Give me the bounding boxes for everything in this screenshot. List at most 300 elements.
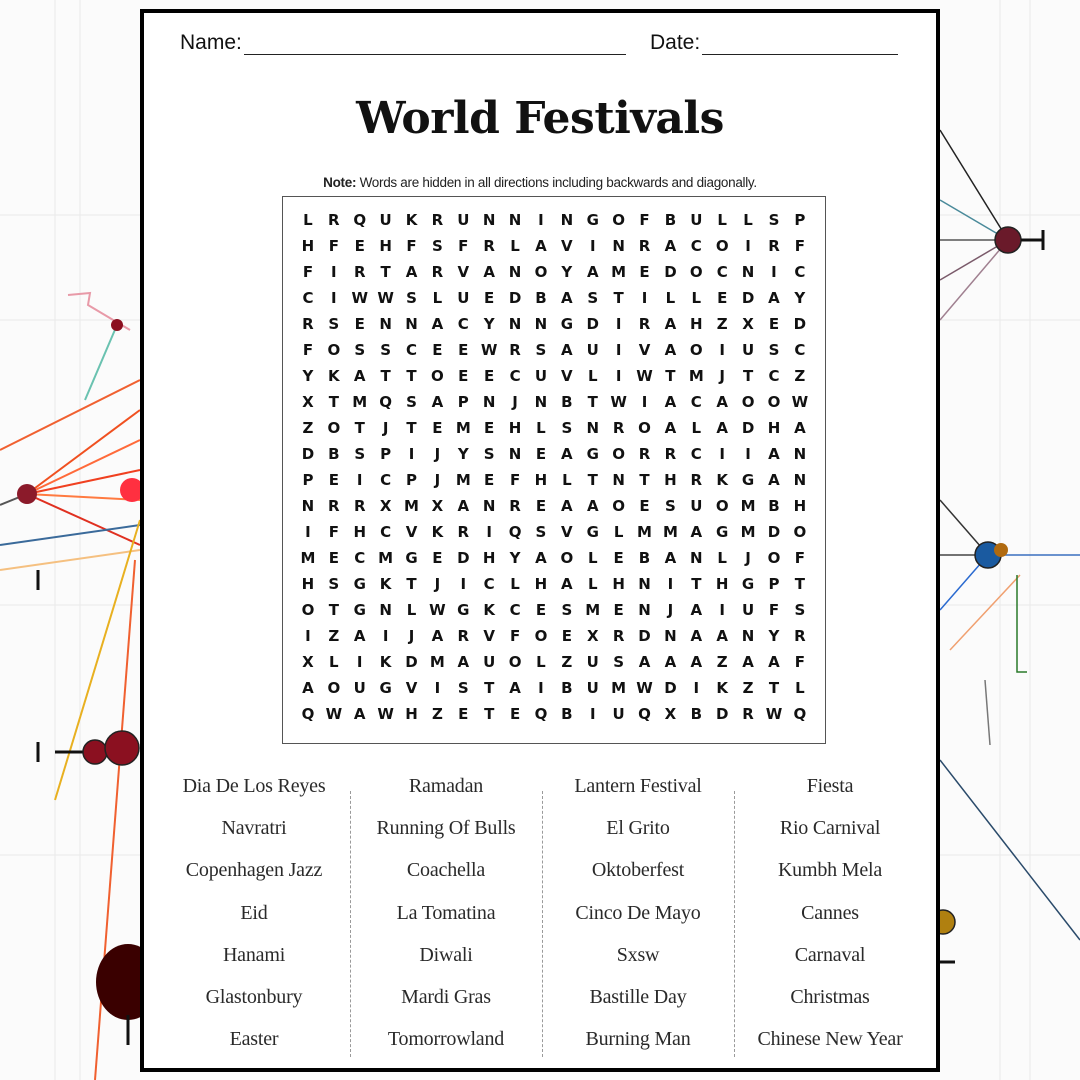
grid-letter[interactable]: W [636,367,653,385]
grid-letter[interactable]: J [512,393,518,411]
grid-letter[interactable]: L [743,211,753,229]
grid-letter[interactable]: H [301,237,315,255]
grid-letter[interactable]: C [380,523,392,541]
grid-letter[interactable]: I [719,445,725,463]
grid-letter[interactable]: F [302,341,314,359]
grid-letter[interactable]: O [793,523,807,541]
grid-letter[interactable]: Z [794,367,806,385]
grid-letter[interactable]: N [638,575,651,593]
grid-letter[interactable]: Q [508,523,522,541]
grid-letter[interactable]: N [379,601,392,619]
grid-letter[interactable]: F [406,237,417,255]
grid-letter[interactable]: S [794,601,806,619]
grid-letter[interactable]: E [613,601,624,619]
grid-letter[interactable]: O [612,211,626,229]
grid-letter[interactable]: S [354,445,366,463]
grid-letter[interactable]: U [457,211,470,229]
grid-letter[interactable]: H [301,575,315,593]
grid-letter[interactable]: R [328,497,340,515]
grid-letter[interactable]: O [689,263,703,281]
grid-letter[interactable]: T [587,393,598,411]
grid-letter[interactable]: V [561,523,573,541]
grid-letter[interactable]: N [534,315,548,333]
grid-letter[interactable]: E [354,315,365,333]
grid-letter[interactable]: W [351,289,368,307]
grid-letter[interactable]: S [587,289,599,307]
grid-letter[interactable]: N [612,471,625,489]
grid-letter[interactable]: A [716,627,728,645]
grid-letter[interactable]: B [535,289,547,307]
grid-letter[interactable]: B [664,211,677,229]
grid-letter[interactable]: L [406,601,417,619]
grid-letter[interactable]: S [406,289,417,307]
grid-letter[interactable]: A [405,263,418,281]
grid-letter[interactable]: I [434,679,441,697]
grid-letter[interactable]: L [587,575,598,593]
grid-letter[interactable]: K [716,471,728,489]
grid-letter[interactable]: T [613,289,624,307]
grid-letter[interactable]: R [353,263,366,281]
grid-letter[interactable]: W [636,679,653,697]
grid-letter[interactable]: F [794,653,805,671]
grid-letter[interactable]: T [794,575,805,593]
grid-letter[interactable]: S [380,341,392,359]
grid-letter[interactable]: M [455,471,471,489]
grid-letter[interactable]: R [457,627,470,645]
grid-letter[interactable]: I [745,445,751,463]
grid-letter[interactable]: N [534,393,548,411]
grid-letter[interactable]: M [404,497,419,515]
grid-letter[interactable]: A [664,393,677,411]
grid-letter[interactable]: I [667,575,674,593]
grid-letter[interactable]: A [509,679,521,697]
grid-letter[interactable]: K [328,367,340,385]
grid-letter[interactable]: J [434,471,441,489]
grid-letter[interactable]: L [613,523,624,541]
grid-letter[interactable]: C [380,471,392,489]
grid-letter[interactable]: R [302,315,314,333]
grid-letter[interactable]: F [768,601,780,619]
grid-letter[interactable]: O [715,237,729,255]
grid-letter[interactable]: R [457,523,470,541]
date-blank-line[interactable] [702,33,898,55]
grid-letter[interactable]: I [719,341,725,359]
grid-letter[interactable]: E [535,497,547,515]
grid-letter[interactable]: H [664,471,677,489]
grid-letter[interactable]: I [615,341,622,359]
grid-letter[interactable]: B [768,497,780,515]
grid-letter[interactable]: E [354,237,365,255]
grid-letter[interactable]: A [431,627,444,645]
grid-letter[interactable]: O [327,679,341,697]
grid-letter[interactable]: C [509,367,521,385]
grid-letter[interactable]: L [691,419,702,437]
grid-letter[interactable]: C [690,237,702,255]
grid-letter[interactable]: E [639,497,650,515]
grid-letter[interactable]: N [405,315,418,333]
grid-letter[interactable]: F [509,627,521,645]
grid-letter[interactable]: O [767,393,781,411]
grid-letter[interactable]: R [612,627,625,645]
grid-letter[interactable]: E [458,705,469,723]
grid-letter[interactable]: N [741,263,755,281]
grid-letter[interactable]: W [791,393,809,411]
grid-letter[interactable]: A [535,549,547,567]
grid-letter[interactable]: L [536,653,546,671]
grid-letter[interactable]: C [794,263,806,281]
grid-letter[interactable]: U [690,211,703,229]
grid-letter[interactable]: X [664,705,677,723]
grid-letter[interactable]: C [406,341,418,359]
grid-letter[interactable]: M [611,679,627,697]
grid-letter[interactable]: I [641,289,648,307]
grid-letter[interactable]: Q [379,393,392,411]
grid-letter[interactable]: G [586,445,599,463]
grid-letter[interactable]: V [405,679,418,697]
grid-letter[interactable]: M [637,523,652,541]
grid-letter[interactable]: E [639,263,650,281]
grid-letter[interactable]: O [431,367,444,385]
grid-letter[interactable]: M [740,497,756,515]
grid-letter[interactable]: N [482,393,496,411]
grid-letter[interactable]: S [535,523,547,541]
grid-letter[interactable]: O [534,263,548,281]
grid-letter[interactable]: A [431,393,444,411]
grid-letter[interactable]: A [561,575,573,593]
grid-letter[interactable]: X [431,497,444,515]
grid-letter[interactable]: H [612,575,625,593]
grid-letter[interactable]: E [484,367,495,385]
grid-letter[interactable]: M [300,549,316,567]
grid-letter[interactable]: A [768,289,780,307]
grid-letter[interactable]: Z [302,419,314,437]
grid-letter[interactable]: O [534,627,548,645]
grid-letter[interactable]: A [690,627,703,645]
grid-letter[interactable]: Z [716,653,728,671]
grid-letter[interactable]: G [457,601,470,619]
grid-letter[interactable]: V [405,523,418,541]
grid-letter[interactable]: H [690,315,703,333]
grid-letter[interactable]: O [689,341,703,359]
grid-letter[interactable]: R [638,315,651,333]
grid-letter[interactable]: Y [509,549,521,567]
grid-letter[interactable]: F [794,549,805,567]
grid-letter[interactable]: A [716,419,728,437]
grid-letter[interactable]: D [664,679,677,697]
grid-letter[interactable]: D [405,653,418,671]
grid-letter[interactable]: I [771,263,777,281]
grid-letter[interactable]: M [688,367,704,385]
grid-letter[interactable]: U [586,341,599,359]
grid-letter[interactable]: I [538,679,544,697]
grid-letter[interactable]: N [508,263,522,281]
grid-letter[interactable]: T [380,367,391,385]
grid-letter[interactable]: L [665,289,676,307]
grid-letter[interactable]: X [302,393,314,411]
grid-letter[interactable]: H [715,575,729,593]
grid-letter[interactable]: E [509,705,521,723]
grid-letter[interactable]: J [434,445,441,463]
grid-letter[interactable]: J [408,627,415,645]
grid-letter[interactable]: S [535,341,547,359]
grid-letter[interactable]: U [534,367,548,385]
grid-letter[interactable]: Q [301,705,315,723]
grid-letter[interactable]: A [664,653,677,671]
grid-letter[interactable]: R [328,211,340,229]
grid-letter[interactable]: O [327,341,341,359]
grid-letter[interactable]: R [768,237,780,255]
grid-letter[interactable]: F [509,471,521,489]
grid-letter[interactable]: C [483,575,495,593]
grid-letter[interactable]: Q [638,705,651,723]
grid-letter[interactable]: U [353,679,366,697]
grid-letter[interactable]: N [690,549,703,567]
grid-letter[interactable]: N [741,627,755,645]
grid-letter[interactable]: A [690,523,703,541]
grid-letter[interactable]: J [382,419,389,437]
grid-letter[interactable]: D [715,705,729,723]
grid-letter[interactable]: T [406,419,417,437]
grid-letter[interactable]: E [432,341,443,359]
name-field[interactable] [180,31,626,55]
grid-letter[interactable]: G [379,679,392,697]
grid-letter[interactable]: A [742,653,754,671]
grid-letter[interactable]: R [431,263,444,281]
grid-letter[interactable]: F [458,237,469,255]
grid-letter[interactable]: L [510,575,520,593]
grid-letter[interactable]: P [380,445,392,463]
grid-letter[interactable]: N [560,211,574,229]
grid-letter[interactable]: E [535,601,547,619]
grid-letter[interactable]: Z [742,679,754,697]
grid-letter[interactable]: S [406,393,417,411]
grid-letter[interactable]: F [328,523,339,541]
grid-letter[interactable]: U [741,341,755,359]
grid-letter[interactable]: B [561,393,573,411]
grid-letter[interactable]: S [768,341,780,359]
grid-letter[interactable]: G [405,549,418,567]
grid-letter[interactable]: D [793,315,807,333]
grid-letter[interactable]: L [795,679,805,697]
grid-letter[interactable]: K [379,653,392,671]
grid-letter[interactable]: Q [534,705,548,723]
grid-letter[interactable]: O [715,497,729,515]
grid-letter[interactable]: E [484,419,495,437]
grid-letter[interactable]: E [458,367,469,385]
grid-letter[interactable]: M [429,653,445,671]
grid-letter[interactable]: L [432,289,443,307]
grid-letter[interactable]: I [615,367,622,385]
grid-letter[interactable]: B [328,445,340,463]
grid-letter[interactable]: O [508,653,522,671]
grid-letter[interactable]: Y [457,445,469,463]
grid-letter[interactable]: S [483,445,495,463]
grid-letter[interactable]: D [767,523,781,541]
grid-letter[interactable]: C [509,601,521,619]
grid-letter[interactable]: M [585,601,601,619]
grid-letter[interactable]: T [665,367,676,385]
grid-letter[interactable]: A [768,445,780,463]
grid-letter[interactable]: G [741,575,755,593]
grid-letter[interactable]: A [638,653,651,671]
grid-letter[interactable]: O [741,393,755,411]
grid-letter[interactable]: A [561,341,573,359]
grid-letter[interactable]: N [508,315,522,333]
grid-letter[interactable]: I [538,211,544,229]
grid-letter[interactable]: U [483,653,496,671]
grid-letter[interactable]: D [457,549,470,567]
grid-letter[interactable]: N [301,497,315,515]
grid-letter[interactable]: R [431,211,444,229]
grid-letter[interactable]: L [717,211,727,229]
grid-letter[interactable]: A [353,627,366,645]
grid-letter[interactable]: M [611,263,627,281]
grid-letter[interactable]: A [457,653,470,671]
grid-letter[interactable]: R [483,237,495,255]
grid-letter[interactable]: K [379,575,392,593]
grid-letter[interactable]: I [745,237,751,255]
grid-letter[interactable]: N [638,601,651,619]
grid-letter[interactable]: T [484,705,495,723]
grid-letter[interactable]: A [690,653,703,671]
grid-letter[interactable]: R [509,497,521,515]
grid-letter[interactable]: B [561,705,573,723]
grid-letter[interactable]: T [328,601,339,619]
grid-letter[interactable]: A [561,497,573,515]
grid-letter[interactable]: I [615,315,622,333]
grid-letter[interactable]: L [587,549,598,567]
grid-letter[interactable]: T [354,419,365,437]
grid-letter[interactable]: N [482,497,496,515]
grid-letter[interactable]: R [794,627,806,645]
grid-letter[interactable]: V [483,627,495,645]
grid-letter[interactable]: H [379,237,392,255]
grid-letter[interactable]: V [561,237,573,255]
grid-letter[interactable]: R [742,705,754,723]
grid-letter[interactable]: U [379,211,392,229]
grid-letter[interactable]: F [328,237,339,255]
grid-letter[interactable]: P [406,471,417,489]
grid-letter[interactable]: L [562,471,572,489]
grid-letter[interactable]: I [382,627,389,645]
grid-letter[interactable]: Q [793,705,807,723]
grid-letter[interactable]: C [768,367,780,385]
grid-letter[interactable]: E [535,445,547,463]
grid-letter[interactable]: G [741,471,755,489]
grid-letter[interactable]: I [305,523,311,541]
grid-letter[interactable]: I [408,445,415,463]
grid-letter[interactable]: B [638,549,651,567]
grid-letter[interactable]: I [693,679,700,697]
grid-letter[interactable]: A [483,263,495,281]
grid-letter[interactable]: F [302,263,314,281]
grid-letter[interactable]: H [353,523,366,541]
grid-letter[interactable]: I [719,601,725,619]
grid-letter[interactable]: M [455,419,471,437]
grid-letter[interactable]: H [405,705,418,723]
grid-letter[interactable]: G [353,601,366,619]
grid-letter[interactable]: D [741,419,755,437]
grid-letter[interactable]: S [328,575,340,593]
grid-letter[interactable]: T [742,367,754,385]
grid-letter[interactable]: A [794,419,806,437]
grid-letter[interactable]: C [690,393,702,411]
grid-letter[interactable]: A [353,705,366,723]
grid-letter[interactable]: I [460,575,467,593]
grid-letter[interactable]: R [664,445,677,463]
grid-letter[interactable]: E [768,315,780,333]
grid-letter[interactable]: R [690,471,703,489]
grid-letter[interactable]: G [353,575,366,593]
grid-letter[interactable]: O [612,445,626,463]
grid-letter[interactable]: V [561,367,573,385]
grid-letter[interactable]: R [509,341,521,359]
grid-letter[interactable]: U [457,289,470,307]
grid-letter[interactable]: A [664,237,677,255]
grid-letter[interactable]: A [664,419,677,437]
grid-letter[interactable]: E [328,549,339,567]
grid-letter[interactable]: P [302,471,314,489]
grid-letter[interactable]: N [793,445,807,463]
grid-letter[interactable]: P [794,211,806,229]
grid-letter[interactable]: U [690,497,703,515]
grid-letter[interactable]: K [431,523,444,541]
grid-letter[interactable]: I [486,523,492,541]
grid-letter[interactable]: X [586,627,599,645]
grid-letter[interactable]: E [432,549,443,567]
grid-letter[interactable]: J [719,367,725,385]
grid-letter[interactable]: L [717,549,727,567]
grid-letter[interactable]: I [331,263,337,281]
grid-letter[interactable]: K [483,601,495,619]
grid-letter[interactable]: X [302,653,314,671]
grid-letter[interactable]: Y [794,289,806,307]
grid-letter[interactable]: U [612,705,625,723]
grid-letter[interactable]: J [667,601,674,619]
grid-letter[interactable]: V [638,341,651,359]
grid-letter[interactable]: T [406,575,417,593]
grid-letter[interactable]: N [793,471,807,489]
grid-letter[interactable]: R [638,445,651,463]
grid-letter[interactable]: X [742,315,754,333]
grid-letter[interactable]: G [716,523,729,541]
grid-letter[interactable]: W [377,289,394,307]
grid-letter[interactable]: S [561,601,573,619]
grid-letter[interactable]: R [353,497,366,515]
grid-letter[interactable]: U [741,601,755,619]
grid-letter[interactable]: T [691,575,702,593]
grid-letter[interactable]: H [793,497,807,515]
grid-letter[interactable]: I [589,705,596,723]
grid-letter[interactable]: C [302,289,314,307]
grid-letter[interactable]: O [301,601,315,619]
grid-letter[interactable]: G [586,523,599,541]
grid-letter[interactable]: E [717,289,728,307]
grid-letter[interactable]: G [560,315,573,333]
grid-letter[interactable]: E [328,471,339,489]
grid-letter[interactable]: C [457,315,469,333]
grid-letter[interactable]: W [429,601,446,619]
grid-letter[interactable]: W [765,705,783,723]
grid-letter[interactable]: N [379,315,392,333]
grid-letter[interactable]: H [534,575,548,593]
grid-letter[interactable]: Z [716,315,728,333]
grid-letter[interactable]: A [431,315,444,333]
grid-letter[interactable]: Y [768,627,780,645]
grid-letter[interactable]: I [356,471,363,489]
grid-letter[interactable]: A [353,367,366,385]
grid-letter[interactable]: N [508,211,522,229]
